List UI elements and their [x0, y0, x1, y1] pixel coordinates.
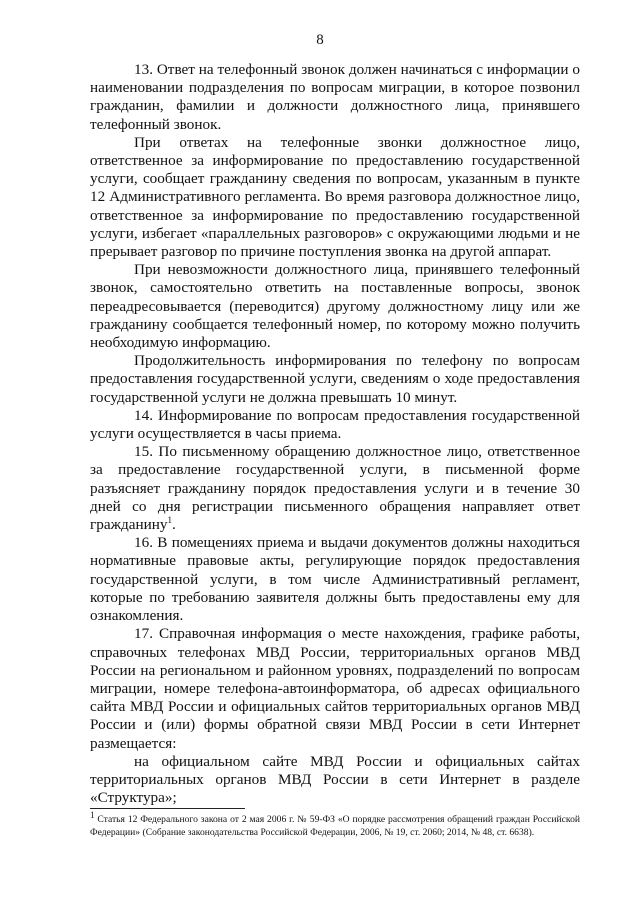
footnote-reference: 1	[167, 515, 173, 526]
page-number: 8	[316, 32, 324, 48]
paragraph-15-text: 15. По письменному обращению должностное лицо, ответственное за предоставление государственной услуги, в письменной форме разъясняет гражданину порядок предоставления услуги и в течение 30 дней со дня регистрации письменного обращения направляет ответ гражданину	[90, 443, 580, 534]
footnote-divider	[90, 808, 245, 809]
paragraph-16: 16. В помещениях приема и выдачи документов должны находиться нормативные правовые акты, регулирующие порядок предоставления государственной услуги, в том числе Административный регламент, которые по требованию заявителя должны быть предоставлены ему для ознакомления.	[90, 534, 580, 625]
paragraph-phone-answers: При ответах на телефонные звонки должностное лицо, ответственное за информирование по предоставлению государственной услуги, сообщает гражданину сведения по вопросам, указанным в пункте 12 Административного регламента. Во время разговора должностное лицо, ответственное за информирование по предоставлению государственной услуги, избегает «параллельных разговоров» с окружающими людьми и не прерывает разговор по причине поступления звонка на другой аппарат.	[90, 133, 580, 261]
footnote-text: Статья 12 Федерального закона от 2 мая 2006 г. № 59-ФЗ «О порядке рассмотрения обращений граждан Российской Федерации» (Собрание законодательства Российской Федерации, 2006, № 19, ст. 2060; 2014, № 48, ст. 6638).	[90, 814, 580, 838]
footnote	[90, 809, 580, 839]
paragraph-website: на официальном сайте МВД России и официальных сайтах территориальных органов МВД России в сети Интернет в разделе «Структура»;	[90, 752, 580, 807]
paragraph-redirect: При невозможности должностного лица, принявшего телефонный звонок, самостоятельно ответить на поставленные вопросы, звонок переадресовывается (переводится) другому должностному лицу или же гражданину сообщается телефонный номер, по которому можно получить необходимую информацию.	[90, 261, 580, 352]
paragraph-17: 17. Справочная информация о месте нахождения, графике работы, справочных телефонах МВД России, территориальных органов МВД России на региональном и районном уровнях, подразделений по вопросам миграции, номере телефона-автоинформатора, об адресах официального сайта МВД России и официальных сайтов территориальных органов МВД России и (или) формы обратной связи МВД России в сети Интернет размещается:	[90, 625, 580, 752]
document-body	[90, 61, 580, 807]
paragraph-15: 15. По письменному обращению должностное лицо, ответственное за предоставление государственной услуги, в письменной форме разъясняет гражданину порядок предоставления услуги и в течение 30 дней со дня регистрации письменного обращения направляет ответ гражданину$^1$.	[90, 443, 580, 534]
footnote-marker: 1	[90, 809, 95, 820]
paragraph-14: 14. Информирование по вопросам предоставления государственной услуги осуществляется в часы приема.	[90, 406, 580, 443]
paragraph-13: 13. Ответ на телефонный звонок должен начинаться с информации о наименовании подразделения по вопросам миграции, в которое позвонил гражданин, фамилии и должности должностного лица, принявшего телефонный звонок.	[90, 61, 580, 133]
paragraph-duration: Продолжительность информирования по телефону по вопросам предоставления государственной услуги, сведениям о ходе предоставления государственной услуги не должна превышать 10 минут.	[90, 352, 580, 406]
